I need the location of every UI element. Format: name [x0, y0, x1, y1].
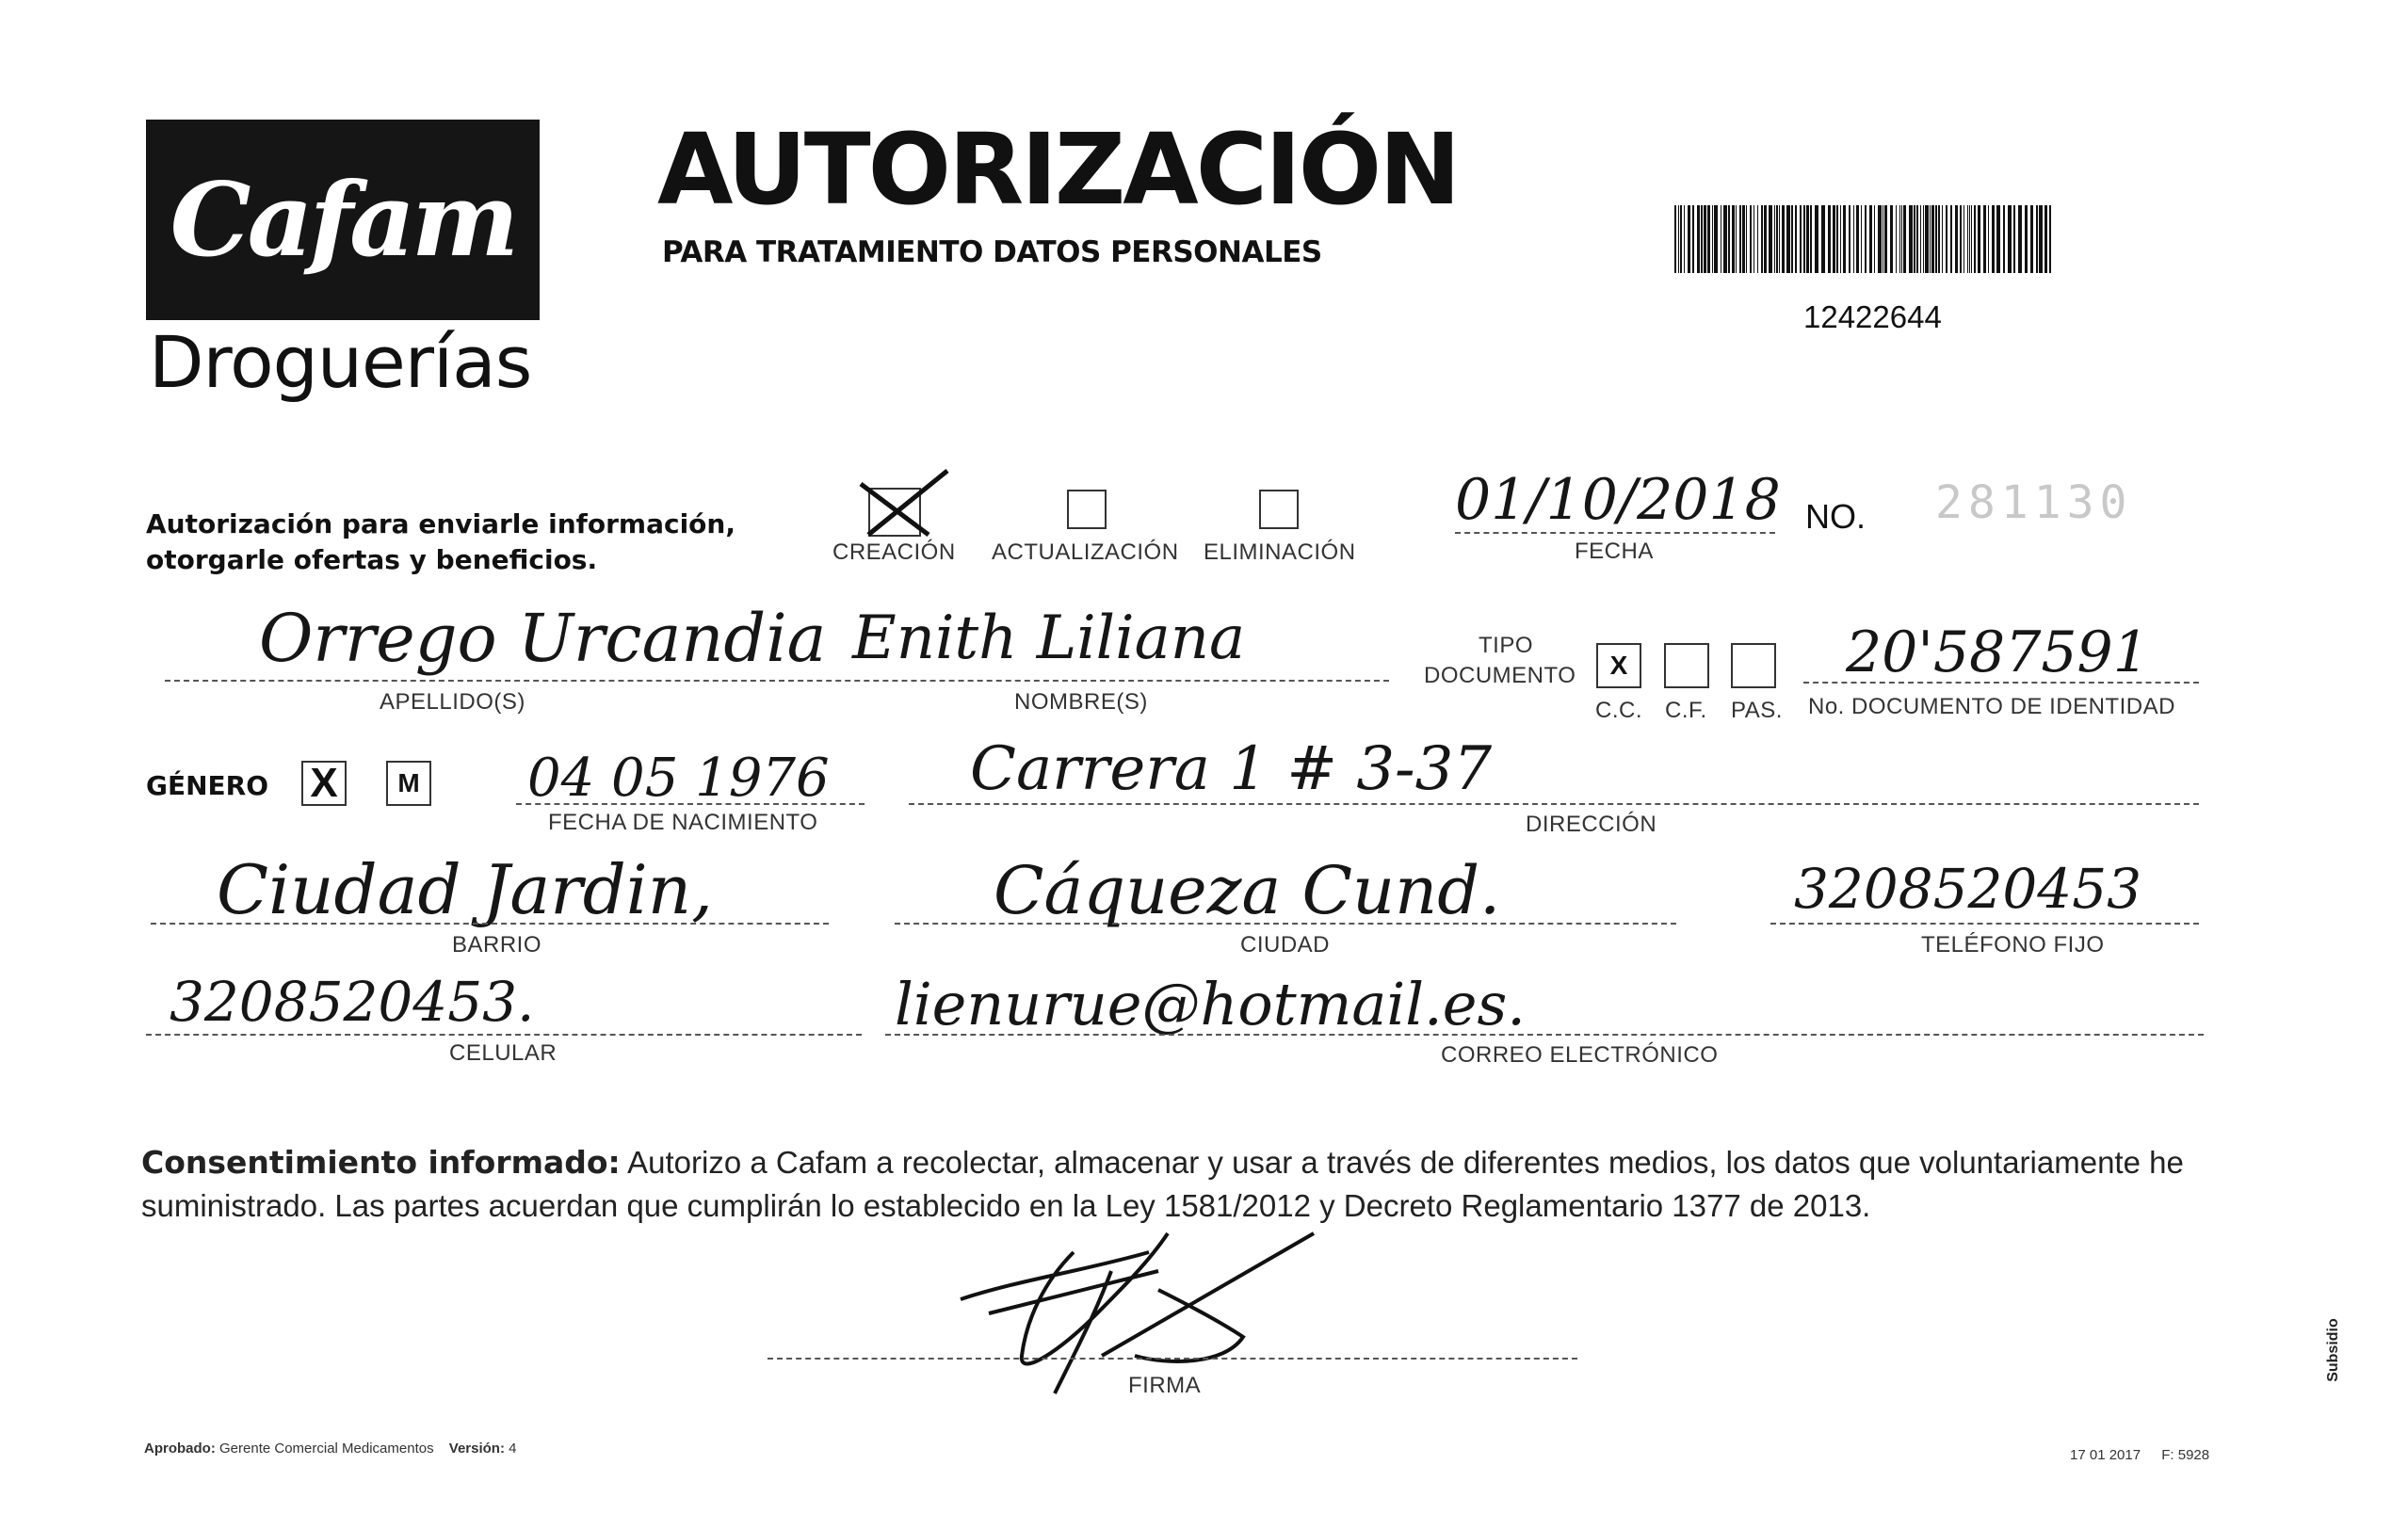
barcode-bar: [1996, 205, 2000, 273]
barcode-bar: [1810, 205, 1812, 273]
barcode-bar: [2003, 205, 2005, 273]
barcode-bar: [1821, 205, 1825, 273]
barcode-bar: [1950, 205, 1952, 273]
nombres-label: NOMBRE(S): [1014, 689, 1148, 715]
correo-underline: [885, 1034, 2204, 1036]
barcode-bar: [2049, 205, 2051, 273]
barcode-bar: [1688, 205, 1690, 273]
ciudad-underline: [895, 923, 1676, 925]
fecha-value: 01/10/2018: [1455, 467, 1781, 533]
barcode-bar: [2025, 205, 2028, 273]
barcode-bar: [1983, 205, 1986, 273]
barcode-bar: [1674, 205, 1676, 273]
barcode-bar: [1930, 205, 1931, 273]
doc-type-cf-checkbox[interactable]: [1664, 643, 1709, 688]
barcode-bar: [1903, 205, 1906, 273]
authorization-label-line1: Autorización para enviarle información,: [146, 508, 735, 539]
barcode-bar: [1769, 205, 1772, 273]
tipo-label-1: TIPO: [1479, 633, 1534, 658]
barcode-bar: [1757, 205, 1758, 273]
creacion-checkbox[interactable]: [868, 488, 921, 537]
barcode-bar: [1714, 205, 1718, 273]
barcode-bar: [1992, 205, 1995, 273]
doc-type-cc-label: C.C.: [1595, 698, 1642, 723]
doc-number-label: No. DOCUMENTO DE IDENTIDAD: [1808, 694, 2175, 719]
telefono-value: 3208520453: [1794, 857, 2142, 921]
barcode-bar: [1967, 205, 1968, 273]
barcode-bar: [2044, 205, 2047, 273]
barcode-bar: [1707, 205, 1710, 273]
barcode-bar: [1697, 205, 1700, 273]
doc-number-underline: [1803, 682, 2199, 684]
barcode-bar: [1680, 205, 1682, 273]
barcode-bar: [1678, 205, 1679, 273]
barcode-bar: [2018, 205, 2022, 273]
correo-value: lienurue@hotmail.es.: [895, 970, 1526, 1038]
barcode-bar: [1901, 205, 1902, 273]
barcode-bar: [1849, 205, 1850, 273]
genero-f-checkbox[interactable]: X: [301, 761, 347, 806]
barcode-bar: [1742, 205, 1745, 273]
barcode-bar: [1914, 205, 1915, 273]
telefono-label: TELÉFONO FIJO: [1921, 932, 2105, 958]
barcode-bar: [1779, 205, 1780, 273]
barcode-bar: [1800, 205, 1802, 273]
barcode-bar: [1856, 205, 1859, 273]
barcode-bar: [1833, 205, 1835, 273]
doc-number-value: 20'587591: [1846, 620, 2149, 685]
firma-underline: [768, 1358, 1577, 1360]
barcode-bar: [1776, 205, 1778, 273]
barcode-bar: [1878, 205, 1882, 273]
doc-type-pas-label: PAS.: [1731, 698, 1783, 723]
ciudad-value: Cáqueza Cund.: [994, 852, 1501, 929]
barcode-bar: [1971, 205, 1972, 273]
barcode-bar: [1942, 205, 1943, 273]
barcode-bar: [1969, 205, 1970, 273]
apellidos-label: APELLIDO(S): [380, 689, 525, 715]
barcode-bar: [1712, 205, 1713, 273]
firma-label: FIRMA: [1128, 1373, 1202, 1398]
barcode-bar: [1750, 205, 1752, 273]
barcode-bar: [1791, 205, 1793, 273]
doc-type-cf-label: C.F.: [1665, 698, 1707, 723]
direccion-label: DIRECCIÓN: [1526, 812, 1657, 837]
barcode-bar: [1828, 205, 1831, 273]
vertical-brand-text: Subsidio: [2325, 1318, 2341, 1382]
aprobado-label: Aprobado:: [144, 1441, 216, 1457]
birth-date-label: FECHA DE NACIMIENTO: [548, 810, 818, 835]
barcode-bar: [1836, 205, 1838, 273]
barcode-bar: [1786, 205, 1790, 273]
celular-value: 3208520453.: [170, 970, 535, 1034]
version-value: 4: [509, 1441, 517, 1457]
form-code: F: 5928: [2161, 1447, 2210, 1463]
names-underline: [165, 680, 1389, 682]
barcode-bar: [2008, 205, 2012, 273]
logo-subtitle: Droguerías: [149, 320, 532, 404]
barcode-bar: [1978, 205, 1980, 273]
barcode-bar: [1865, 205, 1867, 273]
barrio-underline: [151, 923, 829, 925]
barcode-bar: [1840, 205, 1841, 273]
document-title: AUTORIZACIÓN: [657, 112, 1459, 227]
barcode-bar: [1843, 205, 1846, 273]
barcode-bar: [1946, 205, 1947, 273]
date-code: 17 01 2017: [2070, 1447, 2141, 1463]
barrio-value: Ciudad Jardin,: [217, 850, 714, 929]
check-x-icon: [853, 467, 957, 542]
barcode-bar: [1803, 205, 1805, 273]
no-value: 281130: [1935, 476, 2133, 529]
barcode-bar: [1916, 205, 1918, 273]
barcode-bar: [1869, 205, 1872, 273]
barcode-bar: [1909, 205, 1913, 273]
barcode-bar: [1728, 205, 1730, 273]
apellidos-value: Orrego Urcandia: [259, 600, 827, 677]
barcode-bar: [1974, 205, 1976, 273]
barcode-bar: [1761, 205, 1763, 273]
barcode-bar: [2013, 205, 2015, 273]
authorization-label-line2: otorgarle ofertas y beneficios.: [146, 544, 598, 575]
barcode-bar: [1774, 205, 1775, 273]
barcode-bar: [1955, 205, 1958, 273]
barrio-label: BARRIO: [452, 932, 542, 958]
birth-date-value: 04 05 1976: [527, 748, 830, 809]
barcode-bar: [1935, 205, 1937, 273]
no-label: NO.: [1805, 497, 1867, 536]
aprobado-value: Gerente Comercial Medicamentos: [219, 1441, 434, 1457]
barcode-bar: [1988, 205, 1989, 273]
version-label: Versión:: [448, 1441, 505, 1457]
barcode-bar: [1704, 205, 1706, 273]
barcode-bar: [1874, 205, 1875, 273]
barcode-bar: [1782, 205, 1785, 273]
barcode-bar: [1923, 205, 1924, 273]
barcode-bar: [1732, 205, 1735, 273]
barcode-bar: [1692, 205, 1694, 273]
logo-text: Cafam: [170, 160, 516, 280]
footer-codes: [2070, 1447, 2209, 1463]
barcode-bar: [1861, 205, 1862, 273]
barcode-bar: [1739, 205, 1741, 273]
celular-label: CELULAR: [449, 1040, 558, 1066]
barcode-bar: [2039, 205, 2043, 273]
barcode-bar: [1960, 205, 1962, 273]
direccion-underline: [909, 803, 2199, 805]
genero-label: GÉNERO: [146, 770, 269, 801]
barcode-bar: [1764, 205, 1767, 273]
barcode-bar: [1723, 205, 1727, 273]
birth-date-underline: [516, 803, 865, 805]
barcode-bar: [1853, 205, 1854, 273]
barcode: [1674, 205, 2051, 273]
fecha-label: FECHA: [1575, 539, 1654, 564]
barcode-bar: [1815, 205, 1818, 273]
barcode-bar: [1884, 205, 1887, 273]
footer-approval: [144, 1441, 516, 1457]
consent-text: Autorizo a Cafam a recolectar, almacenar y usar a través de diferentes medios, los datos que voluntariamente he suministrado. Las partes acuerdan que cumplirán lo establecido en la Ley 1581/2012 y Decreto Reglamentario 1377 de 2013.: [141, 1145, 2184, 1223]
nombres-value: Enith Liliana: [852, 604, 1246, 673]
barcode-bar: [1938, 205, 1940, 273]
barcode-bar: [1896, 205, 1897, 273]
document-subtitle: PARA TRATAMIENTO DATOS PERSONALES: [662, 235, 1322, 269]
barcode-bar: [1925, 205, 1929, 273]
vertical-brand: [2305, 1257, 2362, 1464]
celular-underline: [146, 1034, 862, 1036]
barcode-number: 12422644: [1803, 299, 1942, 334]
barcode-bar: [1795, 205, 1797, 273]
barcode-bar: [1920, 205, 1921, 273]
barcode-bar: [1931, 205, 1934, 273]
ciudad-label: CIUDAD: [1240, 932, 1331, 958]
barcode-bar: [1701, 205, 1703, 273]
barcode-bar: [1806, 205, 1809, 273]
logo-box: [146, 120, 540, 320]
fecha-underline: [1455, 532, 1775, 534]
correo-label: CORREO ELECTRÓNICO: [1441, 1042, 1719, 1068]
barcode-bar: [1753, 205, 1754, 273]
doc-type-pas-checkbox[interactable]: [1731, 643, 1776, 688]
telefono-underline: [1770, 923, 2199, 925]
genero-m-checkbox[interactable]: M: [386, 761, 431, 806]
barcode-bar: [2030, 205, 2033, 273]
actualizacion-checkbox[interactable]: [1067, 490, 1107, 529]
consent-heading: Consentimiento informado:: [141, 1144, 621, 1181]
barcode-bar: [1899, 205, 1900, 273]
tipo-label-2: DOCUMENTO: [1424, 663, 1576, 688]
direccion-value: Carrera 1 # 3-37: [970, 734, 1493, 804]
barcode-bar: [1736, 205, 1737, 273]
barcode-bar: [1684, 205, 1685, 273]
doc-type-cc-checkbox[interactable]: X: [1596, 643, 1641, 688]
barcode-bar: [2036, 205, 2038, 273]
barcode-bar: [1746, 205, 1747, 273]
creacion-label: CREACIÓN: [832, 539, 956, 565]
actualizacion-label: ACTUALIZACIÓN: [992, 539, 1179, 565]
barcode-bar: [1890, 205, 1893, 273]
eliminacion-label: ELIMINACIÓN: [1204, 539, 1356, 565]
eliminacion-checkbox[interactable]: [1259, 490, 1299, 529]
